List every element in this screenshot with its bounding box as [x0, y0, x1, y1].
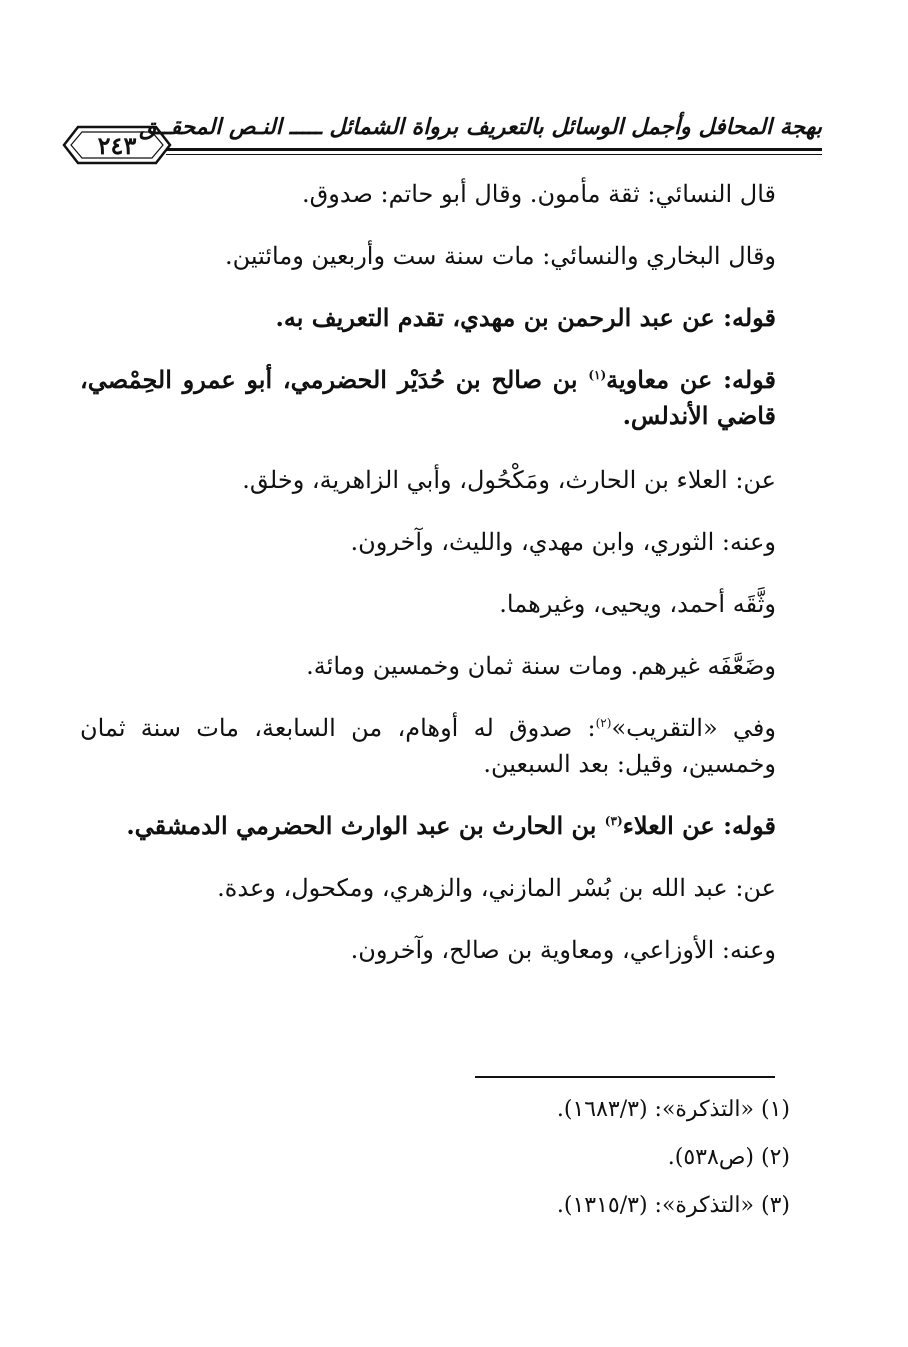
footnotes	[80, 1076, 820, 1220]
text-run: بن صالح بن حُدَيْر الحضرمي، أبو عمرو الحِمْصي، قاضي الأندلس.	[80, 365, 776, 430]
paragraph: وعنه: الأوزاعي، ومعاوية بن صالح، وآخرون.	[350, 936, 776, 964]
page-number-badge	[62, 124, 172, 166]
text-run: بن الحارث بن عبد الوارث الحضرمي الدمشقي.	[126, 811, 605, 840]
heading-paragraph: قوله: عن عبد الرحمن بن مهدي، تقدم التعريف به.	[275, 303, 776, 332]
main-text	[80, 176, 810, 968]
text-run: وفي «التقريب»	[611, 714, 776, 742]
text-run: قوله: عن العلاء	[622, 811, 776, 840]
heading-paragraph	[80, 808, 810, 844]
footnote: (٢) (ص٥٣٨).	[667, 1145, 790, 1170]
text-run: قوله: عن معاوية	[606, 365, 776, 394]
footnote-separator	[475, 1076, 775, 1078]
paragraph: عن: عبد الله بن بُسْر المازني، والزهري، ومكحول، وعدة.	[217, 874, 776, 902]
paragraph: وقال البخاري والنسائي: مات سنة ست وأربعين ومائتين.	[224, 242, 776, 270]
footnote-ref: (٣)	[604, 814, 623, 828]
header-rule	[166, 148, 822, 151]
footnote-ref: (١)	[588, 368, 607, 382]
footnote: (١) «التذكرة»: (١٦٨٣/٣).	[556, 1097, 790, 1122]
text-run: : صدوق له أوهام، من السابعة، مات سنة ثمان وخمسين، وقيل: بعد السبعين.	[80, 714, 776, 778]
paragraph: وعنه: الثوري، وابن مهدي، والليث، وآخرون.	[350, 528, 776, 556]
paragraph: عن: العلاء بن الحارث، ومَكْحُول، وأبي الزاهرية، وخلق.	[242, 466, 776, 494]
paragraph: قال النسائي: ثقة مأمون. وقال أبو حاتم: صدوق.	[302, 180, 776, 208]
header-rule-thin	[166, 154, 822, 155]
paragraph: وضَعَّفَه غيرهم. ومات سنة ثمان وخمسين ومائة.	[306, 652, 776, 680]
page-number: ٢٤٣	[97, 131, 137, 160]
book-title: بهجة المحافل وأجمل الوسائل بالتعريف برواة الشمائل ـــــ النـص المحقــق	[139, 114, 822, 140]
heading-paragraph	[80, 362, 810, 434]
footnote-ref: (٢)	[595, 716, 612, 730]
paragraph: وثَّقَه أحمد، ويحيى، وغيرهما.	[499, 590, 776, 618]
footnote: (٣) «التذكرة»: (١٣١٥/٣).	[556, 1193, 790, 1218]
paragraph	[80, 710, 810, 782]
page-header	[62, 104, 822, 184]
